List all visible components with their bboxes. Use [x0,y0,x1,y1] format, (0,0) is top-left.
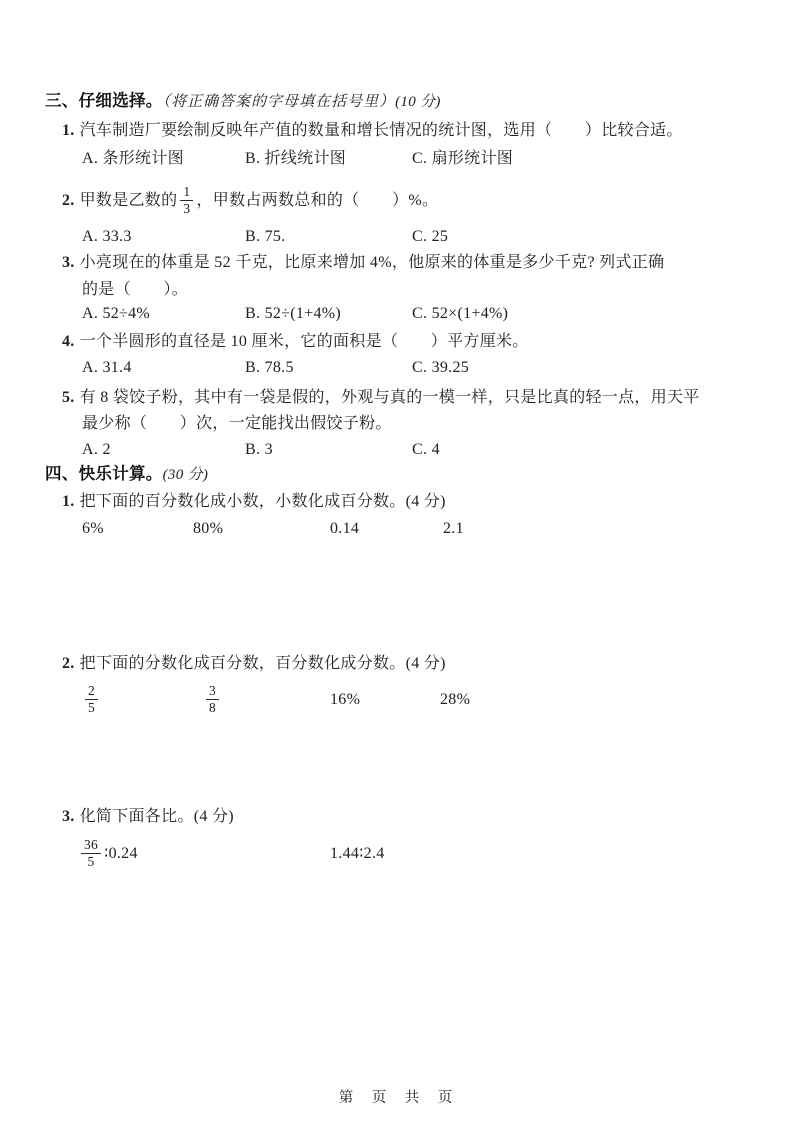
q1-stem-text: 汽车制造厂要绘制反映年产值的数量和增长情况的统计图，选用（ ）比较合适。 [79,122,683,139]
q4-stem-text: 一个半圆形的直径是 10 厘米，它的面积是（ ）平方厘米。 [79,333,529,350]
page-footer: 第 页 共 页 [338,1090,455,1106]
q5-stem-line1 [62,387,700,408]
q3-stem-line1 [62,252,664,273]
calc2-value-4: 28% [440,690,471,708]
calc2-stem-text: 把下面的分数化成百分数，百分数化成分数。(4 分) [79,655,446,672]
q5-option-a: A. 2 [82,441,111,458]
calc1-value-1: 6% [82,520,104,537]
fraction [206,683,219,716]
q2-option-c: C. 25 [412,228,449,245]
calc1-value-3: 0.14 [330,520,360,537]
calc1-stem [62,491,446,512]
q2-fraction [180,184,193,217]
calc3-stem [62,806,234,827]
calc1-number: 1. [62,493,75,510]
calc1-stem-text: 把下面的百分数化成小数，小数化成百分数。(4 分) [79,493,446,510]
section3-title: 三、仔细选择。 [45,92,163,110]
q1-stem [62,120,683,141]
calc2-value-3: 16% [330,690,361,708]
calc3-expr-1 [78,837,330,870]
q2-stem [62,181,438,219]
calc3-number: 3. [62,808,75,825]
q1-option-b: B. 折线统计图 [245,150,347,167]
fraction-denominator: 5 [88,699,96,715]
q3-options [82,303,508,324]
fraction [81,837,101,870]
q2-stem-pre: 甲数是乙数的 [79,191,178,209]
calc2-stem [62,653,446,674]
q5-stem-line2 [82,413,392,434]
q3-stem-text1: 小亮现在的体重是 52 千克，比原来增加 4%，他原来的体重是多少千克? 列式正确 [79,254,665,271]
calc3-values [78,831,385,875]
section4-points: (30 分) [162,467,209,483]
q3-number: 3. [62,254,75,271]
q2-option-a: A. 33.3 [82,228,132,245]
q3-stem-text2: 的是（ ）。 [82,281,189,298]
calc2-values [82,678,470,720]
q2-number: 2. [62,191,75,209]
q2-options [82,226,448,247]
fraction-denominator: 3 [183,200,191,216]
q4-option-a: A. 31.4 [82,359,132,376]
calc3-expr-1-suffix: ∶0.24 [104,844,138,862]
q4-option-b: B. 78.5 [245,359,294,376]
q4-stem [62,331,529,352]
fraction-numerator: 36 [81,837,101,854]
q2-stem-post: ，甲数占两数总和的（ ）%。 [196,191,439,209]
calc3-expr-2: 1.44∶2.4 [330,844,385,862]
q4-option-c: C. 39.25 [412,359,470,376]
q3-option-b: B. 52÷(1+4%) [245,305,342,322]
q5-stem-text2: 最少称（ ）次，一定能找出假饺子粉。 [82,415,392,432]
section3-subtitle: （将正确答案的字母填在括号里） [162,94,396,110]
q1-option-a: A. 条形统计图 [82,150,184,167]
fraction-denominator: 8 [209,699,217,715]
fraction-numerator: 3 [206,683,219,700]
fraction-numerator: 2 [85,683,98,700]
calc2-fraction-1 [82,683,203,716]
q1-option-c: C. 扇形统计图 [412,150,514,167]
calc1-value-2: 80% [193,520,224,537]
q3-option-c: C. 52×(1+4%) [412,305,509,322]
calc2-number: 2. [62,655,75,672]
fraction-numerator: 1 [180,184,193,201]
section4-heading [45,464,208,486]
q4-options [82,357,469,378]
calc1-values [82,518,464,539]
section4-title: 四、快乐计算。 [45,465,163,483]
fraction [85,683,98,716]
fraction-denominator: 5 [87,853,95,869]
q3-option-a: A. 52÷4% [82,305,151,322]
section3-heading [45,91,441,113]
q1-number: 1. [62,122,75,139]
q5-option-c: C. 4 [412,441,440,458]
section3-points: (10 分) [395,94,441,110]
q5-number: 5. [62,389,75,406]
q5-options [82,439,440,460]
q5-option-b: B. 3 [245,441,273,458]
calc3-stem-text: 化简下面各比。(4 分) [79,808,234,825]
q4-number: 4. [62,333,75,350]
q5-stem-text1: 有 8 袋饺子粉，其中有一袋是假的，外观与真的一模一样，只是比真的轻一点，用天平 [79,389,700,406]
calc2-fraction-2 [203,683,330,716]
q1-options [82,148,513,169]
q3-stem-line2 [82,279,188,300]
q2-option-b: B. 75. [245,228,286,245]
calc1-value-4: 2.1 [443,520,464,537]
